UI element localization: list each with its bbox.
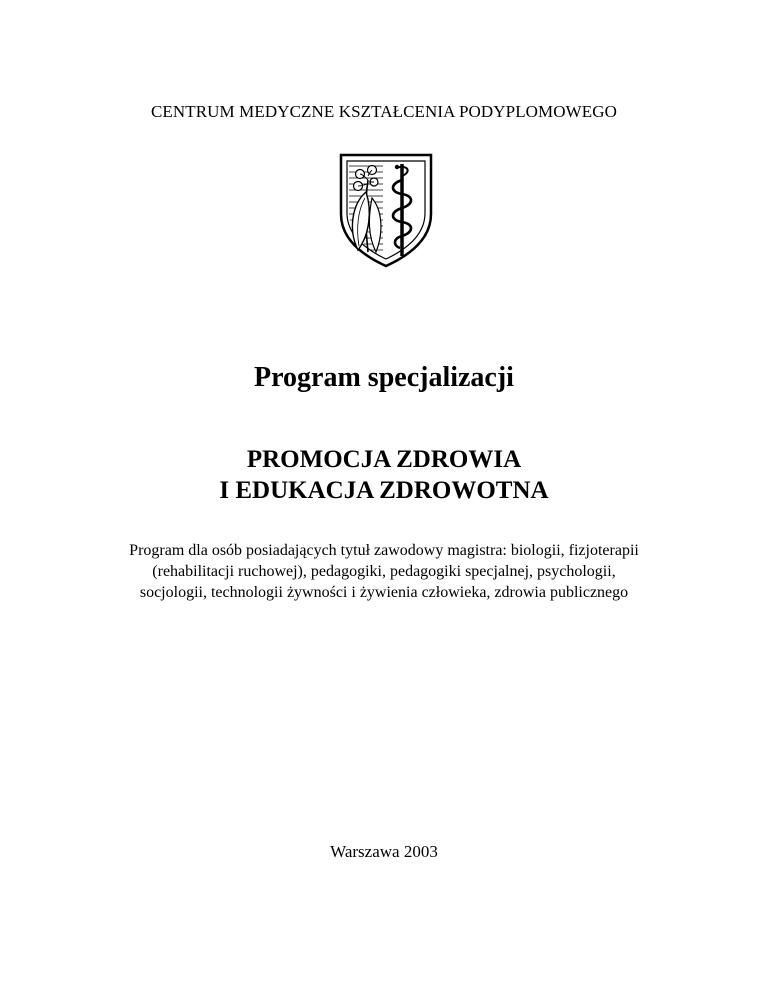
shield-emblem-icon <box>338 152 434 268</box>
target-audience-text <box>74 540 694 603</box>
audience-line-1: Program dla osób posiadających tytuł zawodowy magistra: biologii, fizjoterapii <box>129 542 639 559</box>
specialization-line-2: I EDUKACJA ZDROWOTNA <box>219 477 549 504</box>
place-and-year: Warszawa 2003 <box>330 842 438 861</box>
specialization-name <box>0 444 768 506</box>
institution-name: CENTRUM MEDYCZNE KSZTAŁCENIA PODYPLOMOWEGO <box>150 102 618 121</box>
audience-line-3: socjologii, technologii żywności i żywienia człowieka, zdrowia publicznego <box>139 584 629 601</box>
specialization-line-1: PROMOCJA ZDROWIA <box>246 446 522 473</box>
audience-line-2: (rehabilitacji ruchowej), pedagogiki, pedagogiki specjalnej, psychologii, <box>152 563 616 580</box>
document-title: Program specjalizacji <box>254 362 514 393</box>
